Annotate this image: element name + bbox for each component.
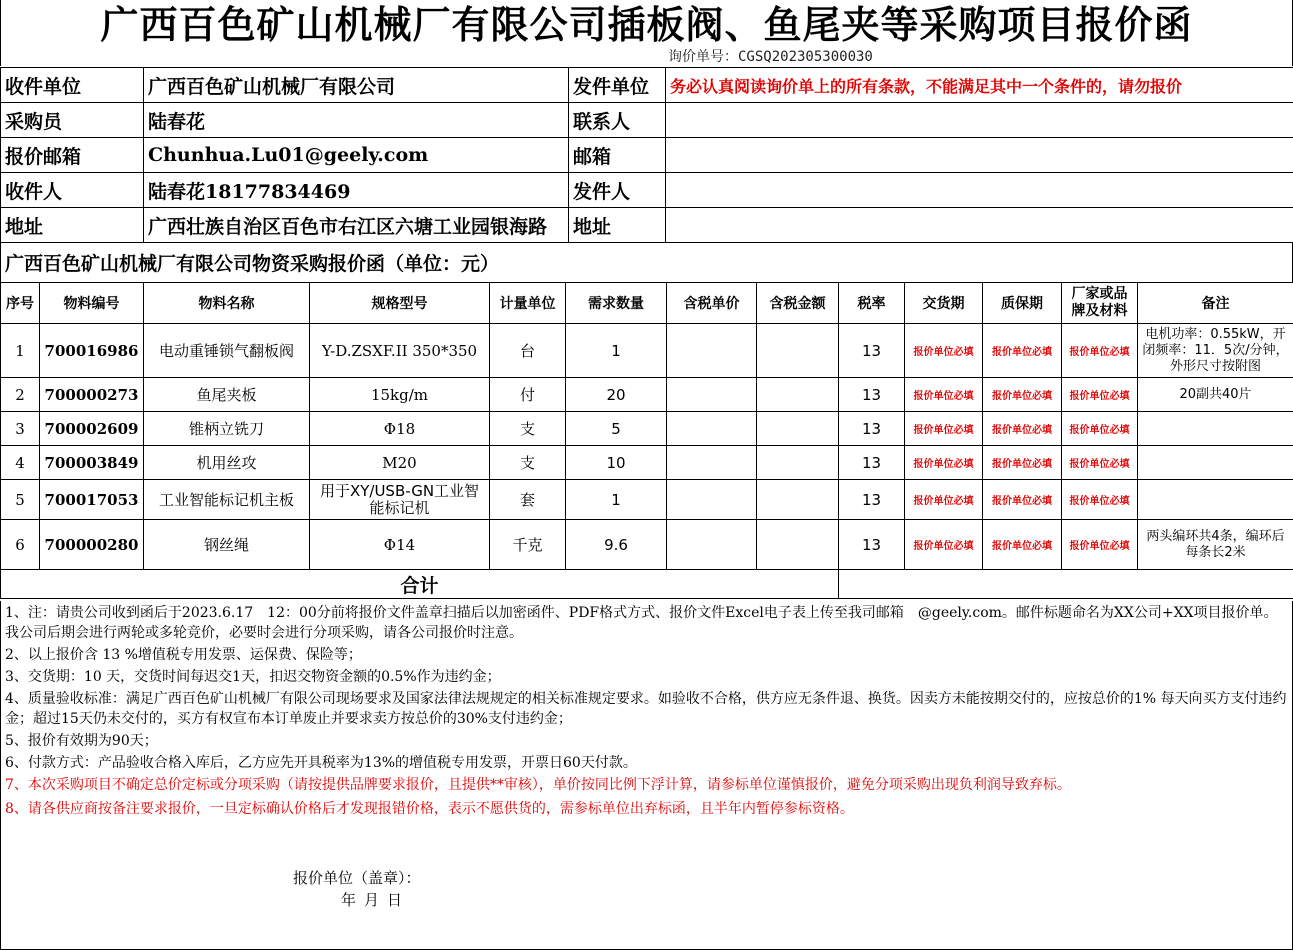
table-row [1,480,1293,520]
section-title: 广西百色矿山机械厂有限公司物资采购报价函（单位：元） [0,242,1293,282]
info-label: 地址 [1,208,144,243]
info-label-2: 发件单位 [569,68,666,103]
info-label: 报价邮箱 [1,138,144,173]
contact-info-table [0,67,1293,243]
term-item: 1、注：请贵公司收到函后于2023.6.17 12：00分前将报价文件盖章扫描后以加密函件、PDF格式方式、报价文件Excel电子表上传至我司邮箱 @geely.com。邮件标题命名为XX公司+XX项目报价单。我公司后期会进行两轮或多轮竞价，必要时会进行分项采购，请各公司报价时注意。 [5,605,1278,641]
unit-price-input[interactable] [667,324,757,378]
terms-list [5,603,1288,819]
brand-required[interactable]: 报价单位必填 [1062,412,1138,446]
unit-price-input[interactable] [667,446,757,480]
term-item: 2、以上报价含 13 %增值税专用发票、运保费、保险等； [5,647,362,663]
spec-model: Y-D.ZSXF.II 350*350 [310,324,490,378]
unit-price-input[interactable] [667,412,757,446]
column-header: 厂家或品牌及材料 [1062,283,1138,324]
warranty-required[interactable]: 报价单位必填 [983,520,1062,570]
total-label: 合计 [1,570,839,599]
total-row [1,570,1293,599]
column-header: 计量单位 [490,283,566,324]
spec-model: 15kg/m [310,378,490,412]
term-item: 8、请各供应商按备注要求报价，一旦定标确认价格后才发现报错价格，表示不愿供货的，需参标单位出弃标函，且半年内暂停参标资格。 [5,801,854,817]
brand-required[interactable]: 报价单位必填 [1062,480,1138,520]
info-value[interactable]: 广西百色矿山机械厂有限公司 [144,68,569,103]
column-header: 物料编号 [40,283,144,324]
info-label: 收件人 [1,173,144,208]
info-label: 采购员 [1,103,144,138]
material-name: 电动重锤锁气翻板阀 [144,324,310,378]
amount-input[interactable] [757,378,839,412]
delivery-required[interactable]: 报价单位必填 [905,324,983,378]
spec-model: Φ18 [310,412,490,446]
column-header: 备注 [1138,283,1293,324]
amount-input[interactable] [757,520,839,570]
column-header: 含税金额 [757,283,839,324]
term-item: 3、交货期：10 天，交货时间每迟交1天，扣迟交物资金额的0.5%作为违约金； [5,669,501,685]
warranty-required[interactable]: 报价单位必填 [983,324,1062,378]
material-name: 机用丝攻 [144,446,310,480]
column-header: 交货期 [905,283,983,324]
material-code: 700016986 [40,324,144,378]
brand-required[interactable]: 报价单位必填 [1062,520,1138,570]
tax-rate: 13 [839,324,905,378]
material-code: 700017053 [40,480,144,520]
quotation-table [0,282,1293,599]
info-label: 收件单位 [1,68,144,103]
brand-required[interactable]: 报价单位必填 [1062,324,1138,378]
material-code: 700003849 [40,446,144,480]
delivery-required[interactable]: 报价单位必填 [905,480,983,520]
row-number: 5 [1,480,40,520]
unit-price-input[interactable] [667,378,757,412]
column-header: 物料名称 [144,283,310,324]
quantity: 20 [566,378,667,412]
unit: 千克 [490,520,566,570]
column-header: 规格型号 [310,283,490,324]
inquiry-number: 询价单号：CGSQ202305300030 [668,49,873,65]
unit-price-input[interactable] [667,480,757,520]
term-item: 5、报价有效期为90天； [5,733,158,749]
info-value[interactable]: 陆春花18177834469 [144,173,569,208]
unit: 支 [490,412,566,446]
info-row [1,103,1293,138]
info-value[interactable]: 陆春花 [144,103,569,138]
info-value-2[interactable] [666,208,1293,243]
remark[interactable] [1138,446,1293,480]
column-header: 含税单价 [667,283,757,324]
info-row [1,68,1293,103]
remark[interactable] [1138,412,1293,446]
warranty-required[interactable]: 报价单位必填 [983,446,1062,480]
info-value[interactable]: Chunhua.Lu01@geely.com [144,138,569,173]
tax-rate: 13 [839,378,905,412]
spec-model: Φ14 [310,520,490,570]
info-value-2[interactable] [666,138,1293,173]
signature-date: 年月日 [341,891,411,909]
material-name: 钢丝绳 [144,520,310,570]
terms-section [0,601,1293,950]
info-label-2: 地址 [569,208,666,243]
unit: 套 [490,480,566,520]
warranty-required[interactable]: 报价单位必填 [983,480,1062,520]
term-item: 4、质量验收标准：满足广西百色矿山机械厂有限公司现场要求及国家法律法规规定的相关标准规定要求。如验收不合格，供方应无条件退、换货。因卖方未能按期交付的，应按总价的1% 每天向买方支付违约金；超过15天仍未交付的，买方有权宣布本订单废止并要求卖方按总价的30%支付违约金； [5,691,1287,727]
document-title: 广西百色矿山机械厂有限公司插板阀、鱼尾夹等采购项目报价函 [100,2,1193,46]
table-row [1,446,1293,480]
delivery-required[interactable]: 报价单位必填 [905,412,983,446]
row-number: 4 [1,446,40,480]
column-header: 需求数量 [566,283,667,324]
tax-rate: 13 [839,480,905,520]
table-row [1,378,1293,412]
info-value-2[interactable] [666,173,1293,208]
material-code: 700002609 [40,412,144,446]
table-header-row [1,283,1293,324]
delivery-required[interactable]: 报价单位必填 [905,378,983,412]
remark[interactable]: 电机功率：0.55kW，开闭频率：11．5次/分钟，外形尺寸按附图 [1138,324,1293,378]
amount-input[interactable] [757,412,839,446]
material-name: 工业智能标记机主板 [144,480,310,520]
row-number: 1 [1,324,40,378]
material-name: 鱼尾夹板 [144,378,310,412]
table-row [1,324,1293,378]
info-row [1,208,1293,243]
tax-rate: 13 [839,520,905,570]
signature-label: 报价单位（盖章）： [293,869,421,887]
signature-block [293,867,421,911]
info-row [1,138,1293,173]
warranty-required[interactable]: 报价单位必填 [983,378,1062,412]
table-row [1,412,1293,446]
material-name: 锥柄立铣刀 [144,412,310,446]
row-number: 6 [1,520,40,570]
total-empty[interactable] [839,570,1293,599]
brand-required[interactable]: 报价单位必填 [1062,446,1138,480]
material-code: 700000273 [40,378,144,412]
info-value-2[interactable] [666,103,1293,138]
info-label-2: 发件人 [569,173,666,208]
quantity: 1 [566,324,667,378]
tax-rate: 13 [839,412,905,446]
unit-price-input[interactable] [667,520,757,570]
quantity: 9.6 [566,520,667,570]
delivery-required[interactable]: 报价单位必填 [905,520,983,570]
info-label-2: 联系人 [569,103,666,138]
spec-model: 用于XY/USB-GN工业智能标记机 [310,480,490,520]
table-row [1,520,1293,570]
column-header: 序号 [1,283,40,324]
info-value-2[interactable]: 务必认真阅读询价单上的所有条款，不能满足其中一个条件的，请勿报价 [666,68,1293,103]
remark[interactable]: 两头编环共4条，编环后每条长2米 [1138,520,1293,570]
column-header: 质保期 [983,283,1062,324]
warranty-required[interactable]: 报价单位必填 [983,412,1062,446]
info-row [1,173,1293,208]
unit: 台 [490,324,566,378]
amount-input[interactable] [757,446,839,480]
material-code: 700000280 [40,520,144,570]
amount-input[interactable] [757,480,839,520]
delivery-required[interactable]: 报价单位必填 [905,446,983,480]
spec-model: M20 [310,446,490,480]
tax-rate: 13 [839,446,905,480]
term-item: 7、本次采购项目不确定总价定标或分项采购（请按提供品牌要求报价，且提供**审核），单价按同比例下浮计算，请参标单位谨慎报价，避免分项采购出现负利润导致弃标。 [5,777,1071,793]
quantity: 1 [566,480,667,520]
info-label-2: 邮箱 [569,138,666,173]
unit: 支 [490,446,566,480]
remark[interactable]: 20副共40片 [1138,378,1293,412]
row-number: 3 [1,412,40,446]
term-item: 6、付款方式：产品验收合格入库后，乙方应先开具税率为13%的增值税专用发票，开票日60天付款。 [5,755,637,771]
quantity: 10 [566,446,667,480]
quantity: 5 [566,412,667,446]
amount-input[interactable] [757,324,839,378]
remark[interactable] [1138,480,1293,520]
column-header: 税率 [839,283,905,324]
row-number: 2 [1,378,40,412]
brand-required[interactable]: 报价单位必填 [1062,378,1138,412]
unit: 付 [490,378,566,412]
info-value[interactable]: 广西壮族自治区百色市右江区六塘工业园银海路 [144,208,569,243]
